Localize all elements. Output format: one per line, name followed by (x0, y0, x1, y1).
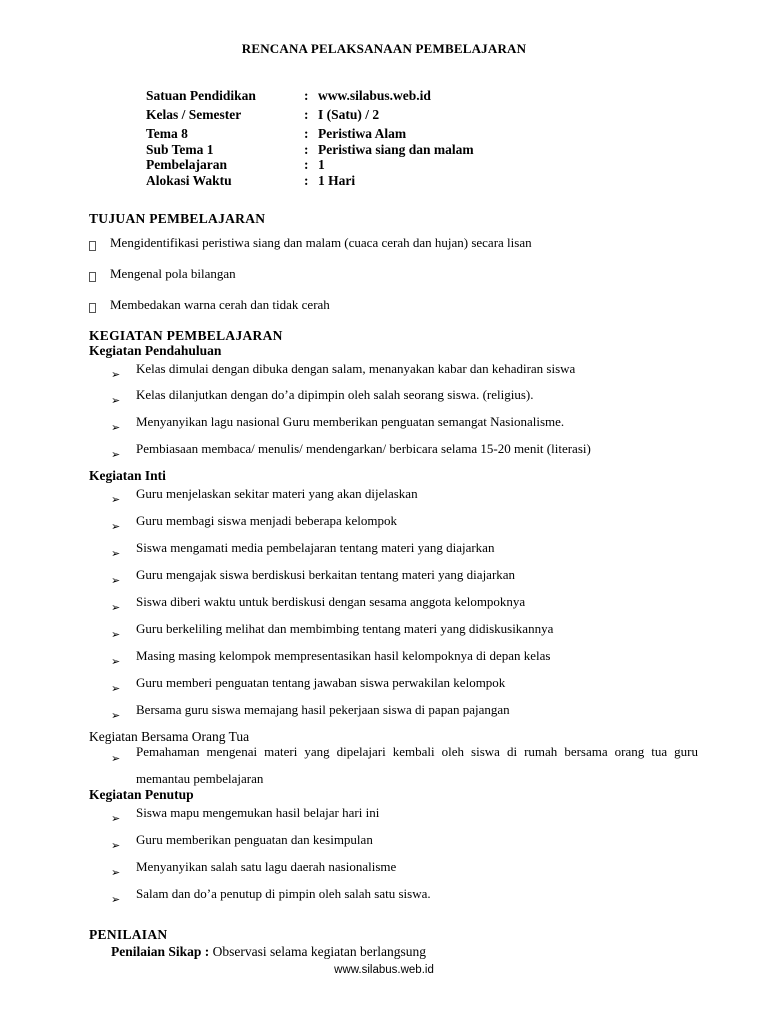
info-separator: : (304, 126, 309, 141)
info-label: Pembelajaran (146, 157, 227, 172)
arrow-bullet-icon: ➢ (111, 655, 121, 668)
item-text: Masing masing kelompok mempresentasikan hasil kelompoknya di depan kelas (136, 648, 551, 663)
info-row-kelas (146, 107, 474, 123)
info-label: Kelas / Semester (146, 106, 242, 122)
closing-item (111, 859, 698, 879)
item-text: Guru berkeliling melihat dan membimbing tentang materi yang didiskusikannya (136, 621, 554, 636)
item-text: Guru membagi siswa menjadi beberapa kelompok (136, 513, 398, 528)
info-label: Tema 8 (146, 126, 188, 141)
info-separator: : (304, 172, 309, 188)
objective-text: Mengidentifikasi peristiwa siang dan malam (cuaca cerah dan hujan) secara lisan (110, 235, 532, 250)
assessment-value: Observasi selama kegiatan berlangsung (212, 944, 426, 959)
core-item (111, 540, 698, 560)
info-label: Sub Tema 1 (146, 141, 214, 157)
arrow-bullet-icon: ➢ (111, 493, 121, 506)
objective-text: Mengenal pola bilangan (110, 266, 236, 281)
item-text: Guru mengajak siswa berdiskusi berkaitan tentang materi yang diajarkan (136, 567, 516, 582)
info-separator: : (304, 106, 309, 122)
arrow-bullet-icon: ➢ (111, 682, 121, 695)
arrow-bullet-icon: ➢ (111, 547, 121, 560)
info-value: www.silabus.web.id (318, 88, 431, 103)
arrow-bullet-icon: ➢ (111, 421, 121, 434)
info-value: Peristiwa Alam (318, 126, 407, 141)
intro-item (111, 414, 698, 434)
core-heading: Kegiatan Inti (89, 468, 166, 483)
assessment-heading: PENILAIAN (89, 927, 168, 942)
arrow-bullet-icon: ➢ (111, 866, 121, 879)
item-text: Siswa mengamati media pembelajaran tentang materi yang diajarkan (136, 540, 495, 555)
info-separator: : (304, 141, 309, 157)
objective-text: Membedakan warna cerah dan tidak cerah (110, 297, 330, 312)
closing-item (111, 886, 698, 906)
info-row-alokasi (146, 173, 474, 189)
footer-link[interactable]: www.silabus.web.id (334, 964, 434, 976)
core-item (111, 513, 698, 533)
info-value: 1 (318, 157, 325, 172)
core-item (111, 675, 698, 695)
core-item (111, 648, 698, 668)
intro-item (111, 361, 698, 381)
item-text: Bersama guru siswa memajang hasil pekerjaan siswa di papan pajangan (136, 702, 510, 717)
item-text: Guru memberikan penguatan dan kesimpulan (136, 832, 373, 847)
item-text: Pemahaman mengenai materi yang dipelajari kembali oleh siswa di rumah bersama orang tua guru memantau pembelajaran (136, 744, 698, 786)
arrow-bullet-icon: ➢ (111, 839, 121, 852)
item-text: Siswa mapu mengemukan hasil belajar hari ini (136, 805, 380, 820)
arrow-bullet-icon: ➢ (111, 601, 121, 614)
intro-heading: Kegiatan Pendahuluan (89, 343, 222, 358)
closing-item (111, 832, 698, 852)
arrow-bullet-icon: ➢ (111, 628, 121, 641)
intro-item (111, 387, 698, 407)
closing-item (111, 805, 698, 825)
identity-table (146, 88, 474, 188)
arrow-bullet-icon: ➢ (111, 520, 121, 533)
document-title: RENCANA PELAKSANAAN PEMBELAJARAN (241, 41, 527, 56)
objective-item (89, 235, 532, 251)
item-text: Kelas dilanjutkan dengan do’a dipimpin oleh salah seorang siswa. (religius). (136, 387, 534, 402)
info-value: 1 Hari (318, 172, 356, 188)
arrow-bullet-icon: ➢ (111, 812, 121, 825)
square-bullet-icon (89, 303, 96, 313)
closing-heading: Kegiatan Penutup (89, 787, 194, 802)
assessment-label: Penilaian Sikap : (111, 944, 210, 959)
item-text: Salam dan do’a penutup di pimpin oleh salah satu siswa. (136, 886, 431, 901)
item-text: Menyanyikan lagu nasional Guru memberikan penguatan semangat Nasionalisme. (136, 414, 565, 429)
parents-heading: Kegiatan Bersama Orang Tua (89, 729, 250, 744)
core-item (111, 486, 698, 506)
info-separator: : (304, 88, 309, 103)
item-text: Pembiasaan membaca/ menulis/ mendengarkan/ berbicara selama 15-20 menit (literasi) (136, 441, 591, 456)
activities-heading: KEGIATAN PEMBELAJARAN (89, 328, 283, 343)
square-bullet-icon (89, 272, 96, 282)
arrow-bullet-icon: ➢ (111, 448, 121, 461)
item-text: Menyanyikan salah satu lagu daerah nasionalisme (136, 859, 397, 874)
core-item (111, 702, 698, 722)
objective-item (89, 266, 236, 282)
item-text: Guru memberi penguatan tentang jawaban siswa perwakilan kelompok (136, 675, 506, 690)
info-row-tema (146, 126, 474, 142)
arrow-bullet-icon: ➢ (111, 574, 121, 587)
objectives-heading: TUJUAN PEMBELAJARAN (89, 211, 266, 226)
item-text: Kelas dimulai dengan dibuka dengan salam, menanyakan kabar dan kehadiran siswa (136, 361, 576, 376)
info-row-satuan (146, 88, 474, 104)
square-bullet-icon (89, 241, 96, 251)
info-label: Alokasi Waktu (146, 172, 232, 188)
parents-item (111, 745, 698, 792)
info-separator: : (304, 157, 309, 172)
info-value: Peristiwa siang dan malam (318, 141, 474, 157)
item-text: Siswa diberi waktu untuk berdiskusi dengan sesama anggota kelompoknya (136, 594, 526, 609)
core-item (111, 594, 698, 614)
info-row-pembelajaran (146, 157, 474, 173)
intro-item (111, 441, 698, 461)
core-item (111, 621, 698, 641)
arrow-bullet-icon: ➢ (111, 893, 121, 906)
assessment-line (111, 944, 426, 960)
arrow-bullet-icon: ➢ (111, 709, 121, 722)
info-value: I (Satu) / 2 (318, 106, 380, 122)
core-item (111, 567, 698, 587)
arrow-bullet-icon: ➢ (111, 752, 121, 765)
item-text: Guru menjelaskan sekitar materi yang akan dijelaskan (136, 486, 418, 501)
arrow-bullet-icon: ➢ (111, 394, 121, 407)
info-label: Satuan Pendidikan (146, 88, 256, 103)
arrow-bullet-icon: ➢ (111, 368, 121, 381)
objective-item (89, 297, 330, 313)
info-row-subtema (146, 142, 474, 158)
